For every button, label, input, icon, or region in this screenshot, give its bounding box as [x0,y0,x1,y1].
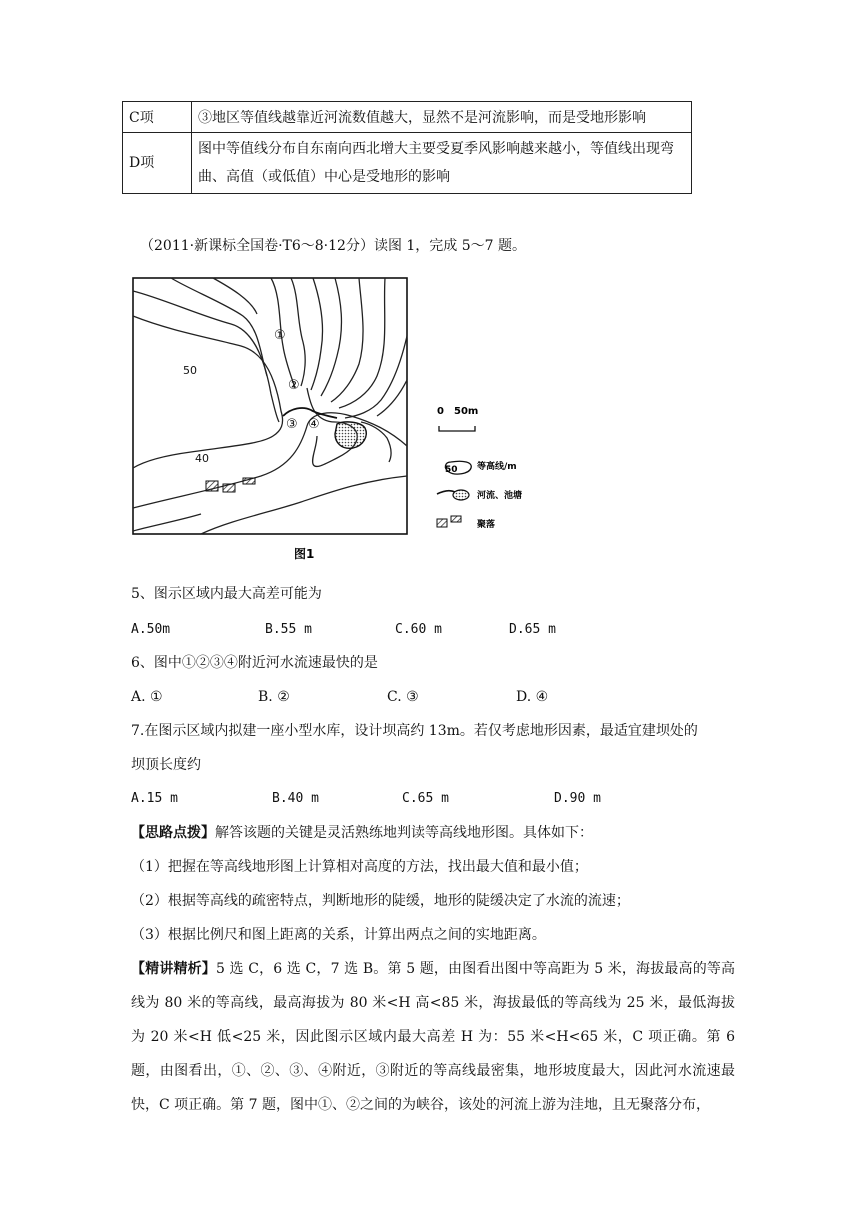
contour-label-40: 40 [195,452,209,465]
option: C.65 m [402,791,449,806]
marker-3: ③ [286,417,298,432]
marker-4: ④ [308,417,320,432]
table-row [123,133,692,194]
legend-river-label: 河流、池塘 [477,491,523,501]
river-legend-icon [437,491,455,494]
legend-contour-label: 等高线/m [477,462,517,472]
option: A. ① [131,689,163,705]
pond-legend-icon [453,490,469,500]
table-row [123,102,692,133]
settlement-legend-icon [437,519,447,527]
explanation-body: 5 选 C，6 选 C，7 选 B。第 5 题，由图看出图中等高距为 5 米，海拔最高的等高线为 80 米的等高线，最高海拔为 80 米<H 高<85 米，海拔最低的等高线为 25 米，最低海拔为 20 米<H 低<25 米，因此图示区域内最大高差 H 为：55 米<H<65 米，C 项正确。第 6 题，由图看出，①、②、③、④附近，③附近的等高线最密集，地形坡度最大，因此河水流速最快，C 项正确。第 7 题，图中①、②之间的为峡谷，该处的河流上游为洼地，且无聚落分布， [131,961,736,1113]
legend-settlement-label: 聚落 [477,520,496,530]
option: A.15 m [131,791,178,806]
question-6-stem: 6、图中①②③④附近河水流速最快的是 [131,655,378,671]
contour-map [131,276,551,566]
explanation-heading: 【精讲精析】 [131,961,216,977]
question-5-stem: 5、图示区域内最大高差可能为 [131,586,322,602]
question-7-stem-line2: 坝顶长度约 [131,757,201,773]
option: C. ③ [387,689,419,705]
table-text: 图中等值线分布自东南向西北增大主要受夏季风影响越来越小，等值线出现弯曲、高值（或低值）中心是受地形的影响 [192,133,692,194]
contour-map-figure [131,276,551,570]
option: B.40 m [272,791,319,806]
contour-lines [133,278,407,534]
option: D. ④ [516,689,549,705]
option: D.90 m [554,791,601,806]
analysis-intro-text: 解答该题的关键是灵活熟练地判读等高线地形图。具体如下： [215,825,593,841]
scale-distance: 50m [454,406,479,417]
figure-caption: 图1 [294,547,315,561]
analysis-point: （3）根据比例尺和图上距离的关系，计算出两点之间的实地距离。 [131,927,546,943]
scale-bar [437,406,478,431]
comparison-table [122,101,692,194]
analysis-point: （2）根据等高线的疏密特点，判断地形的陡缓，地形的陡缓决定了水流的流速； [131,893,630,909]
pond [335,422,366,448]
option: A.50m [131,622,171,637]
marker-2: ② [288,378,300,393]
scale-zero: 0 [437,406,444,417]
option: B. ② [258,689,290,705]
map-legend [437,460,522,530]
analysis-heading: 【思路点拨】 [131,825,215,841]
option: D.65 m [509,622,556,637]
question-7-stem-line1: 7.在图示区域内拟建一座小型水库，设计坝高约 13m。若仅考虑地形因素，最适宜建坝处的 [131,723,698,739]
settlements [206,478,255,492]
map-frame [133,278,407,534]
option: C.60 m [395,622,442,637]
question-intro: （2011·新课标全国卷·T6～8·12分）读图 1，完成 5～7 题。 [140,238,527,254]
contour-label-50: 50 [183,364,197,377]
legend-contour-number: 50 [445,465,458,475]
table-text: ③地区等值线越靠近河流数值越大，显然不是河流影响，而是受地形影响 [192,102,692,133]
option: B.55 m [265,622,312,637]
analysis-point: （1）把握在等高线地形图上计算相对高度的方法，找出最大值和最小值； [131,859,588,875]
analysis-intro [131,823,593,843]
marker-1: ① [274,328,286,343]
table-key: C项 [123,102,192,133]
table-key: D项 [123,133,192,194]
explanation-paragraph [131,952,735,1122]
